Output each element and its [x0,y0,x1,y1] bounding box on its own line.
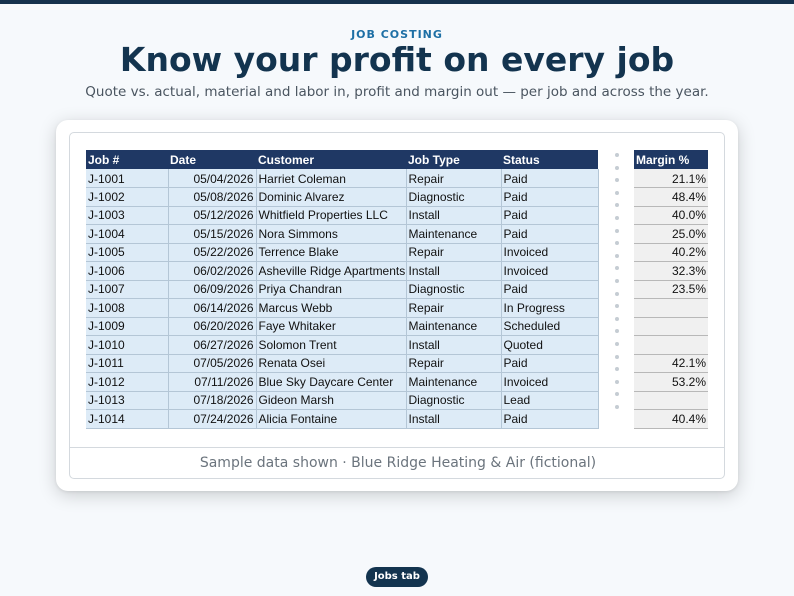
cell-job-type[interactable]: Maintenance [406,373,501,392]
cell-status[interactable]: In Progress [501,299,598,318]
table-row [86,410,598,429]
cell-job-number[interactable]: J-1008 [86,299,168,318]
page-subtitle: Quote vs. actual, material and labor in, profit and margin out — per job and across the year. [85,84,709,100]
table-row [86,169,598,188]
gap-dot [615,380,619,384]
cell-job-type[interactable]: Install [406,206,501,225]
cell-status[interactable]: Quoted [501,336,598,355]
cell-job-number[interactable]: J-1013 [86,391,168,410]
cell-job-type[interactable]: Diagnostic [406,188,501,207]
cell-status[interactable]: Paid [501,280,598,299]
margin-row [634,391,708,410]
table-row [86,373,598,392]
gap-dot [615,203,619,207]
cell-margin[interactable]: 42.1% [634,354,708,373]
cell-date[interactable]: 07/11/2026 [168,373,256,392]
cell-margin[interactable]: 32.3% [634,262,708,281]
cell-customer[interactable]: Priya Chandran [256,280,406,299]
cell-margin[interactable] [634,317,708,336]
cell-date[interactable]: 05/15/2026 [168,225,256,244]
cell-date[interactable]: 07/18/2026 [168,391,256,410]
cell-customer[interactable]: Faye Whitaker [256,317,406,336]
cell-margin[interactable]: 40.4% [634,410,708,429]
cell-customer[interactable]: Marcus Webb [256,299,406,318]
column-gap-dots [612,153,622,417]
cell-job-number[interactable]: J-1007 [86,280,168,299]
cell-date[interactable]: 06/09/2026 [168,280,256,299]
gap-dot [615,266,619,270]
cell-job-number[interactable]: J-1010 [86,336,168,355]
gap-dot [615,292,619,296]
cell-job-number[interactable]: J-1006 [86,262,168,281]
gap-dot [615,355,619,359]
cell-job-type[interactable]: Repair [406,169,501,188]
card-footer-divider [70,447,725,448]
cell-job-number[interactable]: J-1011 [86,354,168,373]
cell-margin[interactable]: 25.0% [634,225,708,244]
margin-row [634,373,708,392]
cell-status[interactable]: Paid [501,410,598,429]
cell-job-type[interactable]: Install [406,410,501,429]
cell-date[interactable]: 07/05/2026 [168,354,256,373]
margin-row [634,206,708,225]
cell-job-type[interactable]: Repair [406,354,501,373]
table-row [86,262,598,281]
cell-date[interactable]: 05/12/2026 [168,206,256,225]
page-title: Know your profit on every job [119,40,675,79]
cell-job-number[interactable]: J-1003 [86,206,168,225]
cell-job-number[interactable]: J-1002 [86,188,168,207]
margin-row [634,188,708,207]
cell-date[interactable]: 05/08/2026 [168,188,256,207]
cell-date[interactable]: 05/22/2026 [168,243,256,262]
table-row [86,206,598,225]
cell-status[interactable]: Scheduled [501,317,598,336]
gap-dot [615,216,619,220]
gap-dot [615,317,619,321]
gap-dot [615,241,619,245]
cell-date[interactable]: 06/02/2026 [168,262,256,281]
cell-status[interactable]: Paid [501,225,598,244]
cell-date[interactable]: 06/27/2026 [168,336,256,355]
col-header-status[interactable]: Status [501,150,598,169]
cell-customer[interactable]: Terrence Blake [256,243,406,262]
cell-job-type[interactable]: Install [406,336,501,355]
cell-status[interactable]: Invoiced [501,243,598,262]
cell-customer[interactable]: Blue Sky Daycare Center [256,373,406,392]
table-row [86,243,598,262]
col-header-date[interactable]: Date [168,150,256,169]
gap-dot [615,329,619,333]
col-header-margin[interactable]: Margin % [634,150,708,169]
cell-job-type[interactable]: Maintenance [406,225,501,244]
margin-row [634,280,708,299]
gap-dot [615,153,619,157]
sample-data-caption: Sample data shown · Blue Ridge Heating & Air (fictional) [199,455,597,471]
gap-dot [615,279,619,283]
col-header-job-type[interactable]: Job Type [406,150,501,169]
cell-job-type[interactable]: Install [406,262,501,281]
cell-customer[interactable]: Alicia Fontaine [256,410,406,429]
cell-job-number[interactable]: J-1012 [86,373,168,392]
margin-row [634,169,708,188]
margin-row [634,243,708,262]
jobs-header-row [86,150,598,169]
margin-row [634,354,708,373]
gap-dot [615,405,619,409]
cell-job-type[interactable]: Repair [406,299,501,318]
table-row [86,317,598,336]
table-row [86,188,598,207]
cell-margin[interactable]: 40.2% [634,243,708,262]
cell-job-number[interactable]: J-1009 [86,317,168,336]
table-row [86,354,598,373]
cell-margin[interactable]: 48.4% [634,188,708,207]
cell-status[interactable]: Paid [501,188,598,207]
margin-row [634,262,708,281]
cell-status[interactable]: Invoiced [501,373,598,392]
cell-margin[interactable] [634,299,708,318]
cell-customer[interactable]: Dominic Alvarez [256,188,406,207]
cell-status[interactable]: Paid [501,354,598,373]
gap-dot [615,392,619,396]
cell-status[interactable]: Paid [501,206,598,225]
top-accent-bar [0,0,794,4]
col-header-job[interactable]: Job # [86,150,168,169]
cell-status[interactable]: Lead [501,391,598,410]
cell-status[interactable]: Paid [501,169,598,188]
spreadsheet-preview-card [56,120,738,491]
gap-dot [615,254,619,258]
gap-dot [615,166,619,170]
cell-job-type[interactable]: Repair [406,243,501,262]
margin-row [634,225,708,244]
section-eyebrow: JOB COSTING [351,28,443,41]
cell-job-type[interactable]: Diagnostic [406,391,501,410]
cell-customer[interactable]: Renata Osei [256,354,406,373]
cell-job-number[interactable]: J-1005 [86,243,168,262]
cell-date[interactable]: 06/14/2026 [168,299,256,318]
table-row [86,336,598,355]
cell-customer[interactable]: Nora Simmons [256,225,406,244]
cell-status[interactable]: Invoiced [501,262,598,281]
cell-date[interactable]: 06/20/2026 [168,317,256,336]
table-row [86,280,598,299]
gap-dot [615,342,619,346]
cell-margin[interactable]: 23.5% [634,280,708,299]
cell-margin[interactable]: 21.1% [634,169,708,188]
gap-dot [615,191,619,195]
cell-margin[interactable]: 53.2% [634,373,708,392]
jobs-table [86,150,599,429]
col-header-customer[interactable]: Customer [256,150,406,169]
cell-margin[interactable] [634,336,708,355]
margin-row [634,410,708,429]
cell-margin[interactable] [634,391,708,410]
margin-row [634,299,708,318]
cell-job-number[interactable]: J-1001 [86,169,168,188]
spreadsheet-frame [69,132,725,479]
cell-job-type[interactable]: Diagnostic [406,280,501,299]
margin-header-row [634,150,708,169]
margin-table [634,150,708,429]
table-row [86,391,598,410]
gap-dot [615,178,619,182]
cell-job-type[interactable]: Maintenance [406,317,501,336]
jobs-tab-button[interactable]: Jobs tab [366,567,428,587]
cell-customer[interactable]: Whitfield Properties LLC [256,206,406,225]
gap-dot [615,367,619,371]
cell-job-number[interactable]: J-1014 [86,410,168,429]
cell-customer[interactable]: Asheville Ridge Apartments [256,262,406,281]
cell-margin[interactable]: 40.0% [634,206,708,225]
margin-row [634,317,708,336]
cell-customer[interactable]: Harriet Coleman [256,169,406,188]
margin-row [634,336,708,355]
cell-date[interactable]: 07/24/2026 [168,410,256,429]
table-row [86,225,598,244]
gap-dot [615,304,619,308]
table-row [86,299,598,318]
cell-job-number[interactable]: J-1004 [86,225,168,244]
cell-date[interactable]: 05/04/2026 [168,169,256,188]
cell-customer[interactable]: Solomon Trent [256,336,406,355]
cell-customer[interactable]: Gideon Marsh [256,391,406,410]
gap-dot [615,229,619,233]
